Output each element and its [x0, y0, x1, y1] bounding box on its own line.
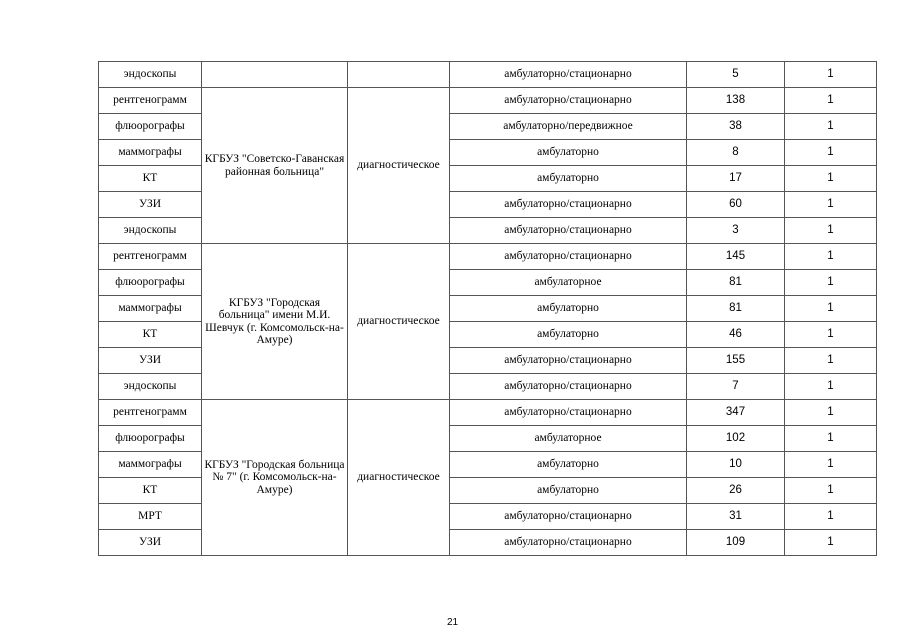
units-cell: 1 — [785, 322, 877, 348]
count-cell: 109 — [687, 530, 785, 556]
type-cell: диагностическое — [348, 88, 450, 244]
count-cell: 3 — [687, 218, 785, 244]
equipment-cell: рентгенограмм — [99, 88, 202, 114]
units-cell: 1 — [785, 218, 877, 244]
equipment-cell: КТ — [99, 478, 202, 504]
table-body — [99, 62, 877, 556]
mode-cell: амбулаторно/стационарно — [450, 400, 687, 426]
count-cell: 17 — [687, 166, 785, 192]
type-cell — [348, 62, 450, 88]
units-cell: 1 — [785, 426, 877, 452]
units-cell: 1 — [785, 452, 877, 478]
units-cell: 1 — [785, 348, 877, 374]
table-row — [99, 244, 877, 270]
equipment-cell: флюорографы — [99, 114, 202, 140]
equipment-cell: флюорографы — [99, 270, 202, 296]
units-cell: 1 — [785, 140, 877, 166]
equipment-cell: эндоскопы — [99, 218, 202, 244]
equipment-cell: флюорографы — [99, 426, 202, 452]
mode-cell: амбулаторно — [450, 452, 687, 478]
mode-cell: амбулаторно — [450, 322, 687, 348]
type-cell: диагностическое — [348, 400, 450, 556]
units-cell: 1 — [785, 400, 877, 426]
equipment-cell: эндоскопы — [99, 62, 202, 88]
count-cell: 81 — [687, 296, 785, 322]
count-cell: 81 — [687, 270, 785, 296]
mode-cell: амбулаторное — [450, 426, 687, 452]
organization-cell: КГБУЗ "Советско-Гаванская районная больница" — [202, 88, 348, 244]
mode-cell: амбулаторно — [450, 166, 687, 192]
count-cell: 8 — [687, 140, 785, 166]
count-cell: 31 — [687, 504, 785, 530]
count-cell: 26 — [687, 478, 785, 504]
count-cell: 10 — [687, 452, 785, 478]
units-cell: 1 — [785, 530, 877, 556]
table-row — [99, 400, 877, 426]
units-cell: 1 — [785, 270, 877, 296]
count-cell: 155 — [687, 348, 785, 374]
count-cell: 102 — [687, 426, 785, 452]
equipment-table — [98, 61, 877, 556]
units-cell: 1 — [785, 478, 877, 504]
count-cell: 46 — [687, 322, 785, 348]
units-cell: 1 — [785, 62, 877, 88]
units-cell: 1 — [785, 114, 877, 140]
count-cell: 347 — [687, 400, 785, 426]
mode-cell: амбулаторно/стационарно — [450, 530, 687, 556]
organization-cell: КГБУЗ "Городская больница № 7" (г. Комсомольск-на-Амуре) — [202, 400, 348, 556]
mode-cell: амбулаторно/стационарно — [450, 374, 687, 400]
mode-cell: амбулаторно/передвижное — [450, 114, 687, 140]
mode-cell: амбулаторно/стационарно — [450, 244, 687, 270]
equipment-cell: КТ — [99, 166, 202, 192]
units-cell: 1 — [785, 88, 877, 114]
units-cell: 1 — [785, 374, 877, 400]
count-cell: 5 — [687, 62, 785, 88]
equipment-cell: УЗИ — [99, 530, 202, 556]
mode-cell: амбулаторно — [450, 140, 687, 166]
count-cell: 145 — [687, 244, 785, 270]
equipment-cell: маммографы — [99, 452, 202, 478]
count-cell: 7 — [687, 374, 785, 400]
mode-cell: амбулаторно — [450, 296, 687, 322]
table-row — [99, 62, 877, 88]
mode-cell: амбулаторно/стационарно — [450, 218, 687, 244]
units-cell: 1 — [785, 192, 877, 218]
equipment-cell: УЗИ — [99, 192, 202, 218]
count-cell: 60 — [687, 192, 785, 218]
mode-cell: амбулаторно/стационарно — [450, 88, 687, 114]
units-cell: 1 — [785, 244, 877, 270]
equipment-cell: УЗИ — [99, 348, 202, 374]
equipment-cell: МРТ — [99, 504, 202, 530]
organization-cell — [202, 62, 348, 88]
type-cell: диагностическое — [348, 244, 450, 400]
count-cell: 38 — [687, 114, 785, 140]
units-cell: 1 — [785, 166, 877, 192]
units-cell: 1 — [785, 296, 877, 322]
count-cell: 138 — [687, 88, 785, 114]
mode-cell: амбулаторно/стационарно — [450, 504, 687, 530]
organization-cell: КГБУЗ "Городская больница" имени М.И. Шевчук (г. Комсомольск-на-Амуре) — [202, 244, 348, 400]
equipment-cell: рентгенограмм — [99, 400, 202, 426]
mode-cell: амбулаторно — [450, 478, 687, 504]
mode-cell: амбулаторное — [450, 270, 687, 296]
equipment-cell: рентгенограмм — [99, 244, 202, 270]
equipment-cell: маммографы — [99, 140, 202, 166]
equipment-cell: эндоскопы — [99, 374, 202, 400]
mode-cell: амбулаторно/стационарно — [450, 192, 687, 218]
equipment-cell: КТ — [99, 322, 202, 348]
page-number: 21 — [446, 617, 459, 628]
table-row — [99, 88, 877, 114]
equipment-cell: маммографы — [99, 296, 202, 322]
mode-cell: амбулаторно/стационарно — [450, 62, 687, 88]
units-cell: 1 — [785, 504, 877, 530]
mode-cell: амбулаторно/стационарно — [450, 348, 687, 374]
